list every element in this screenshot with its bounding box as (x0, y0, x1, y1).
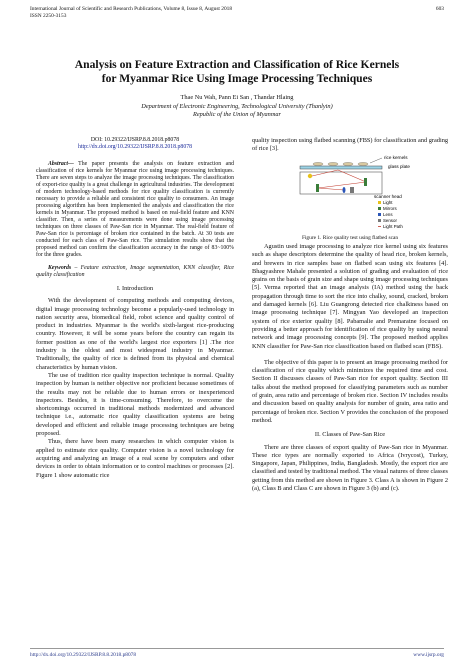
right-paragraph-0: quality inspection using flatbed scanning (FBS) for classification and grading of rice [3]. (252, 137, 448, 153)
doi-text: DOI: 10.29322/IJSRP.8.8.2018.p8078 (90, 137, 180, 143)
intro-paragraph-3: Thus, there have been many researches in which computer vision is applied to estimate rice quality. Computer vision is a novel technology for acquiring and analyzing an image of a real scene by computers and other devices in order to obtain information or to control machines or processes [2]. Figure 1 show automatic rice (36, 438, 234, 479)
scanner-head-body (300, 172, 382, 194)
light-source (308, 174, 312, 178)
abstract-label: Abstract— (48, 161, 74, 167)
figure-caption: Figure 1. Rice quality test using flatbed scan (301, 235, 399, 241)
mirror (364, 178, 367, 186)
label-rice-kernels: rice kernels (384, 155, 408, 160)
legend-light: Light (383, 200, 393, 205)
doi-block (36, 137, 234, 151)
left-column (36, 137, 234, 480)
keywords (36, 265, 234, 279)
page-number: 603 (435, 6, 444, 12)
title-line-1: Analysis on Feature Extraction and Classification of Rice Kernels (74, 58, 400, 71)
legend-mirrors: Mirrors (383, 206, 397, 211)
light-path (312, 170, 338, 176)
legend-sensor: Sensor (383, 218, 397, 223)
page-header (30, 6, 444, 20)
flatbed-scanner-figure (278, 152, 428, 230)
issn: ISSN 2250-3153 (30, 13, 67, 19)
intro-paragraph-1: With the development of computing methods and computing devices, digital image processing technology become a popularly-used technology in nation security area, biomedical field, robot science and quality control of product in industries. Myanmar is the world's sixth-largest rice-producing country. However, it will be some years before the country can regain its former position as one of the world's largest rice exporters [1] .The rice industry is the oldest and most widespread industry in Myanmar. Traditionally, the quality of rice is defined from its physical and chemical characteristics by human vision. (36, 297, 234, 371)
journal-name: International Journal of Scientific and Research Publications, Volume 8, Issue 8, August 2018 (30, 6, 233, 12)
doi-link[interactable]: http://dx.doi.org/10.29322/IJSRP.8.8.2018.p8078 (77, 144, 193, 150)
glass-plate (300, 166, 382, 169)
paper-title (30, 58, 444, 86)
section-heading-classes: II. Classes of Paw-San Rice (314, 431, 386, 439)
affiliation-1: Department of Electronic Engineering, Technological University (Thanlyin) (141, 102, 333, 110)
authors: Thae Nu Wah, Pann Ei San , Thandar Hlaing (180, 94, 294, 101)
figure-legend (378, 200, 403, 229)
legend-light-path: Light Path (383, 224, 403, 229)
rice-kernels (313, 162, 368, 165)
right-column-body (252, 243, 448, 493)
label-glass-plate: glass plate (388, 164, 410, 169)
abstract-text: The paper presents the analysis on feature extraction and classification of rice kernels for Myanmar rice using image processing techniques. There are seven steps to analyze the image processing techniques. The classification of export-rice quality is a great challenge in agricultural industries. The development of modern technology-based methods for rice quality classification is currently necessary to provide a reliable and consistent rice quality to consumers. An image processing algorithm has been implemented the analysis and classification the rice kernels in Myanmar. The proposed method is based on real-field feature and KNN classifier. Then, a series of measurements were done using image processing techniques on three classes of Paw-San rice in Myanmar. The real-field feature of Paw-San rice is percentage of broken rice contained in the batch. At 30 tests are conducted for each class of Paw-San rice. The simulation results show that the proposed method can confirm the classification accuracy in the range of 83~100% for the three grades. (36, 161, 234, 258)
lens (343, 187, 346, 193)
affiliation-2: Republic of the Union of Myanmar (193, 111, 281, 119)
abstract (36, 161, 234, 259)
section-heading-introduction: I. Introduction (116, 285, 154, 292)
right-paragraph-2: The objective of this paper is to present an image processing method for classification of rice quality which minimizes the required time and cost. Section II discusses classes of Paw-San rice for export quality. Section III talks about the method proposed for classifying parameters such as number of grain, area ratio and percentage of broken rice. Section IV includes results and discussion based on quality analysis for number of grain, area ratio and percentage of broken rice. Section V provides the conclusion of the proposed method. (252, 358, 448, 424)
title-line-2: for Myanmar Rice Using Image Processing Techniques (101, 72, 373, 85)
mirror (316, 184, 319, 192)
right-paragraph-3: There are three classes of export quality of Paw-San rice in Myanmar. These rice types are normally exported to Africa (Ivrycost), Turkey, Singapore, Japan, Philippines, India, Bangladesh. Mostly, the export rice are classified and tested by traditional method. The visual natures of three classes getting from this method are shown in Figure 3. Class A is shown in Figure 2 (a), Class B and Class C are shown in Figure 3 (b) and (c). (252, 443, 448, 493)
author-block (30, 94, 444, 120)
footer-site-link[interactable]: www.ijsrp.org (413, 652, 444, 658)
keywords-text: – Feature extraction, Image segmentation, KNN classifier, Rice quality classification (36, 265, 234, 278)
footer-doi-link[interactable]: http://dx.doi.org/10.29322/IJSRP.8.8.2018.p8078 (30, 652, 137, 658)
page-footer (30, 648, 444, 658)
sensor (350, 187, 354, 193)
legend-lens: Lens (383, 212, 393, 217)
keywords-label: Keywords (48, 265, 72, 271)
right-paragraph-1: Agustin used image processing to analyze rice kernel using six features such as shape descriptors determine the quality of head rice, broken kernels, and brewers in rice samples base on flatbed scan using six features [4]. Bhagyashree Mahale presented a solution of grading and evaluation of rice grains on the basis of grain size and shape using image processing techniques [5]. Verma reported that an image analysis (IA) method using the back propagation through time to sort the rice into chalky, sound, cracked, broken and damaged kernels [6]. Liu Guangrong detected rice chalkiness based on image processing technique [7]. Mingyan Yao developed an inspection system of rice exterior quality [8]. Pabamalie and Premaratne focused on providing a better approach for identification of rice quality by using neural network and image processing concepts [9]. The proposed method applies KNN classifier for Paw-San rice classification based on flatbed scan (FBS). (252, 243, 448, 350)
label-scanner-head: scanner head (374, 194, 402, 199)
intro-paragraph-2: The use of tradition rice quality inspection technique is normal. Quality inspection by human is neither objective nor proficient because sometimes of the results may not be reliable due to human errors or inexperienced inspectors. Besides, it is time-consuming. Therefore, to overcome the shortcomings occurred in traditional methods modernized and advanced technique i.e., automatic rice quality classification systems are being developed and efficient and reliable image processing techniques are being proposed. (36, 371, 234, 438)
